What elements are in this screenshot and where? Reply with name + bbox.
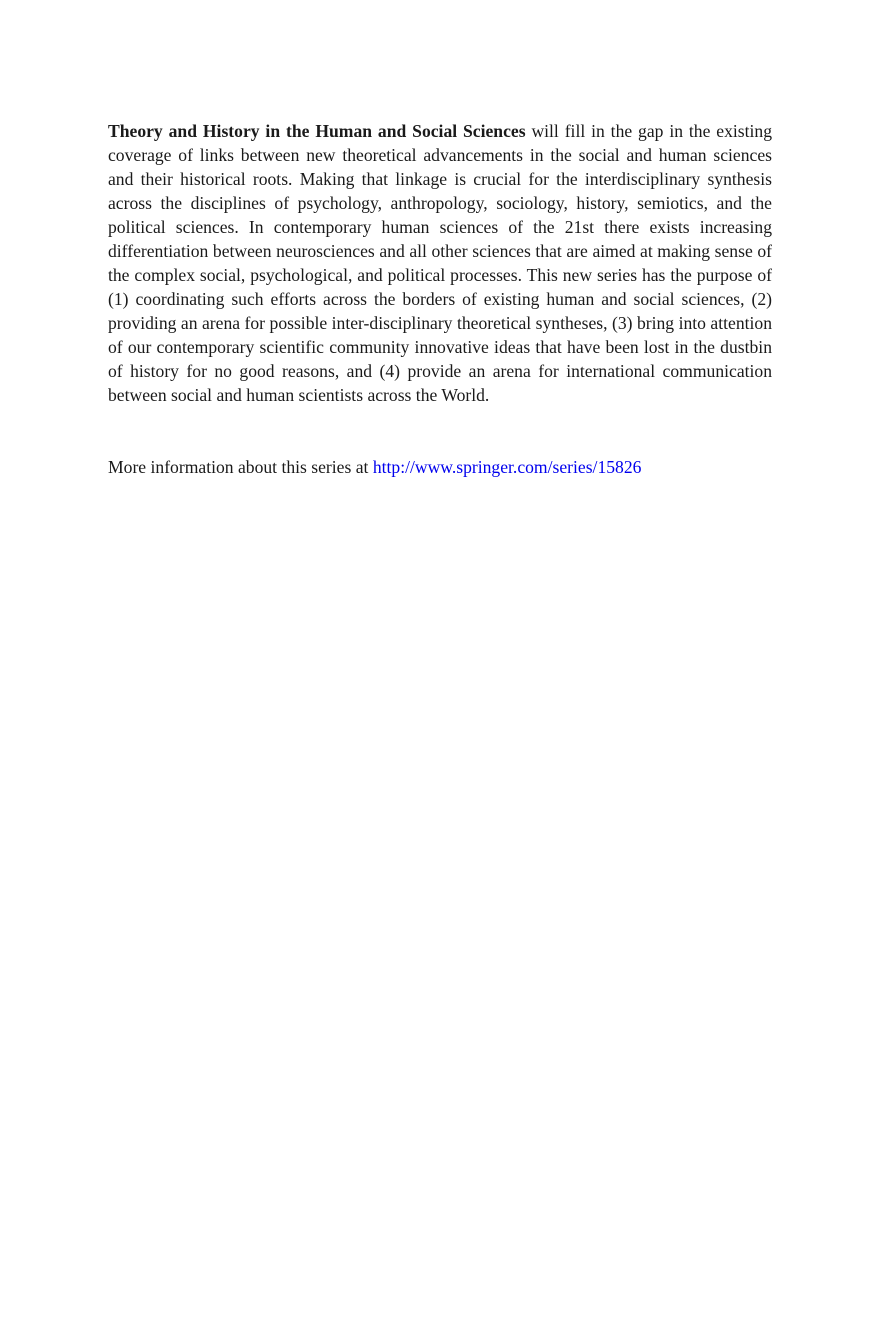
series-description-paragraph <box>108 119 772 407</box>
page-content <box>108 119 772 479</box>
series-description-text: will fill in the gap in the existing coverage of links between new theoretical advancements in the social and human sciences and their historical roots. Making that linkage is crucial for the interdisciplinary synthesis across the disciplines of psychology, anthropology, sociology, history, semiotics, and the political sciences. In contemporary human sciences of the 21st there exists increasing differentiation between neurosciences and all other sciences that are aimed at making sense of the complex social, psychological, and political processes. This new series has the purpose of (1) coordinating such efforts across the borders of existing human and social sciences, (2) providing an arena for possible inter-disciplinary theoretical syntheses, (3) bring into attention of our contemporary scientific community innovative ideas that have been lost in the dustbin of history for no good reasons, and (4) provide an arena for international communication between social and human scientists across the World. <box>108 121 772 405</box>
more-info-line <box>108 455 772 479</box>
more-info-label: More information about this series at <box>108 457 373 477</box>
series-title: Theory and History in the Human and Social Sciences <box>108 121 526 141</box>
series-url-link[interactable]: http://www.springer.com/series/15826 <box>372 457 642 477</box>
